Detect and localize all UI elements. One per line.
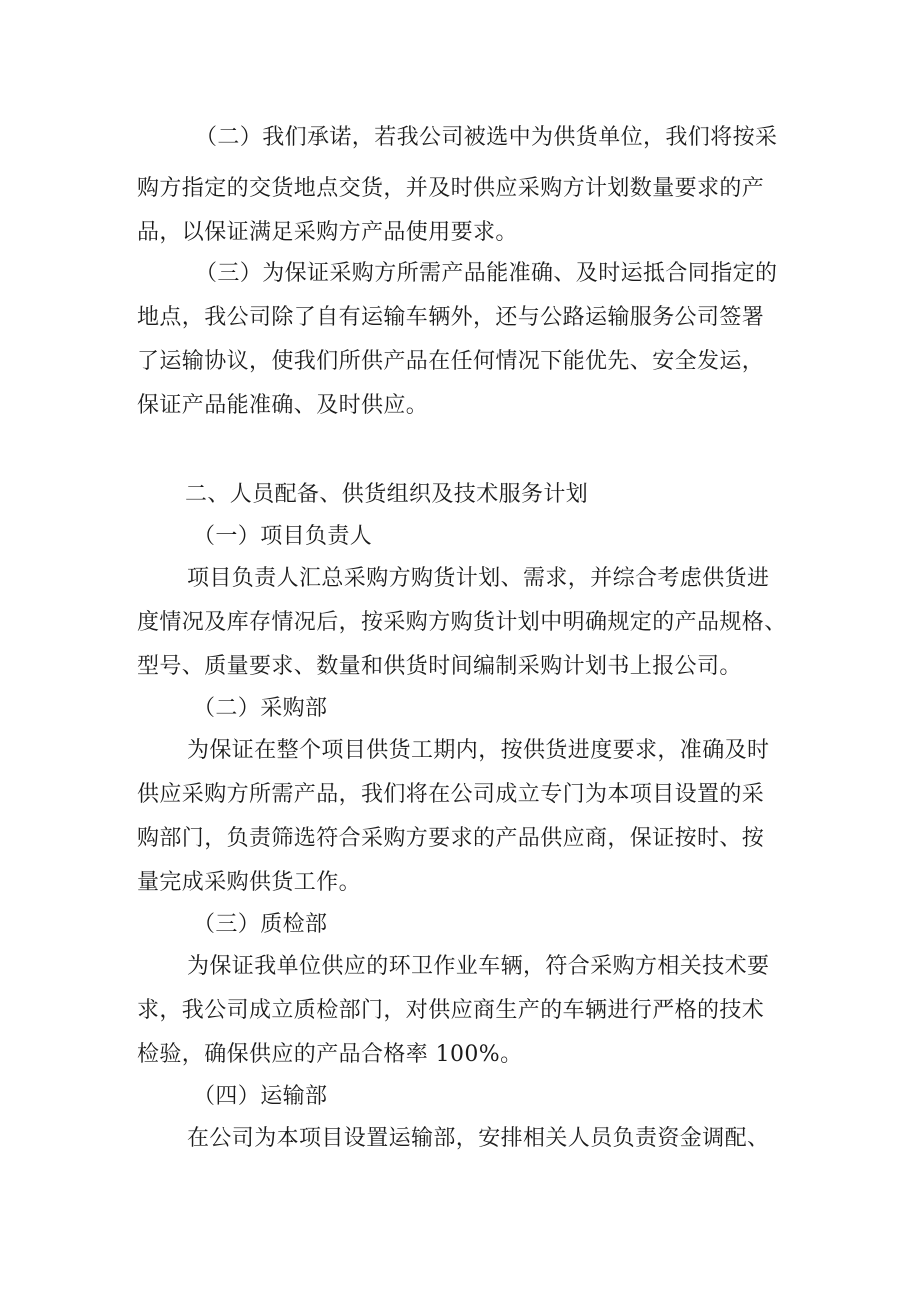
paragraph-line: 为保证我单位供应的环卫作业车辆，符合采购方相关技术要 (187, 954, 770, 979)
paragraph-line: 供应采购方所需产品，我们将在公司成立专门为本项目设置的采 (137, 782, 765, 807)
paragraph-line: 量完成采购供货工作。 (137, 870, 362, 895)
paragraph-line: 度情况及库存情况后，按采购方购货计划中明确规定的产品规格、 (137, 610, 787, 635)
paragraph-line: 型号、质量要求、数量和供货时间编制采购计划书上报公司。 (137, 654, 742, 679)
paragraph-line: 为保证在整个项目供货工期内，按供货进度要求，准确及时 (187, 738, 770, 763)
subsection-title: （三）质检部 (193, 912, 328, 937)
subsection-title: （四）运输部 (193, 1084, 328, 1109)
paragraph-line: 在公司为本项目设置运输部，安排相关人员负责资金调配、 (187, 1126, 770, 1151)
paragraph-line: 品，以保证满足采购方产品使用要求。 (137, 220, 518, 245)
paragraph-line: 购部门，负责筛选符合采购方要求的产品供应商，保证按时、按 (137, 826, 765, 851)
paragraph-line: 了运输协议，使我们所供产品在任何情况下能优先、安全发运， (137, 349, 765, 374)
paragraph-line: 项目负责人汇总采购方购货计划、需求，并综合考虑供货进 (187, 566, 770, 591)
section-heading: 二、人员配备、供货组织及技术服务计划 (185, 482, 589, 507)
paragraph-line: 求，我公司成立质检部门，对供应商生产的车辆进行严格的技术 (137, 998, 765, 1023)
subsection-title: （一）项目负责人 (193, 524, 373, 549)
paragraph-line: 购方指定的交货地点交货，并及时供应采购方计划数量要求的产 (137, 176, 765, 201)
paragraph-line: （二）我们承诺，若我公司被选中为供货单位，我们将按采 (195, 125, 778, 150)
paragraph-line: 地点，我公司除了自有运输车辆外，还与公路运输服务公司签署 (137, 305, 765, 330)
paragraph-line: （三）为保证采购方所需产品能准确、及时运抵合同指定的 (195, 261, 778, 286)
subsection-title: （二）采购部 (193, 696, 328, 721)
paragraph-line: 保证产品能准确、及时供应。 (137, 393, 429, 418)
paragraph-line: 检验，确保供应的产品合格率 100%。 (137, 1042, 523, 1067)
